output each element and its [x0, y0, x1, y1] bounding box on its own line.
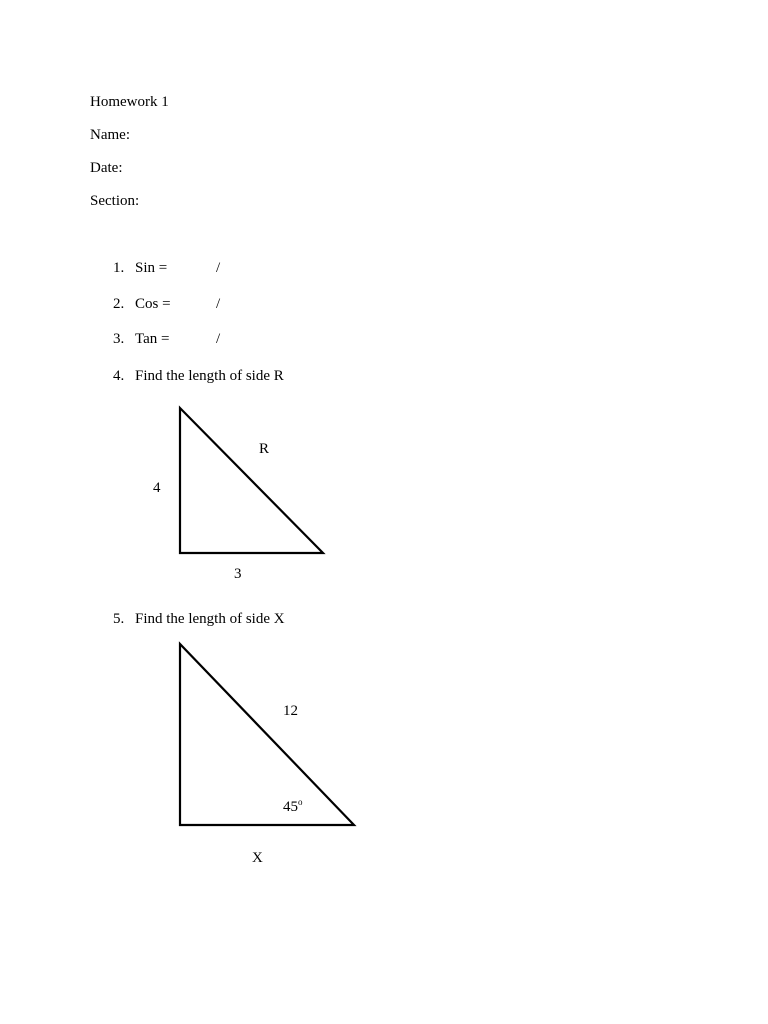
triangle-2-base-label: X — [252, 850, 263, 866]
question-5-text: Find the length of side X — [135, 611, 285, 627]
degree-symbol: o — [298, 797, 303, 807]
triangle-2-shape — [180, 644, 354, 825]
triangle-1-hypotenuse-label: R — [259, 441, 270, 457]
triangle-1-vertical-label: 4 — [153, 480, 161, 496]
triangle-2-angle-value: 45 — [283, 799, 298, 815]
question-3-slash: / — [216, 331, 221, 347]
document-title: Homework 1 — [90, 94, 169, 110]
triangle-2-hypotenuse-label: 12 — [283, 703, 298, 719]
triangle-1-shape — [180, 408, 323, 553]
section-label: Section: — [90, 193, 140, 209]
question-1-number: 1. — [113, 260, 125, 276]
question-5-number: 5. — [113, 611, 125, 627]
question-2-text: Cos = — [135, 296, 171, 312]
question-2-slash: / — [216, 296, 221, 312]
question-3-text: Tan = — [135, 331, 170, 347]
question-4-number: 4. — [113, 368, 125, 384]
date-label: Date: — [90, 160, 123, 176]
name-label: Name: — [90, 127, 130, 143]
question-1-text: Sin = — [135, 260, 168, 276]
triangle-1-base-label: 3 — [234, 566, 242, 582]
question-2-number: 2. — [113, 296, 125, 312]
question-3-number: 3. — [113, 331, 125, 347]
question-4-text: Find the length of side R — [135, 368, 284, 384]
triangle-2-angle-label — [283, 798, 303, 815]
question-1-slash: / — [216, 260, 221, 276]
